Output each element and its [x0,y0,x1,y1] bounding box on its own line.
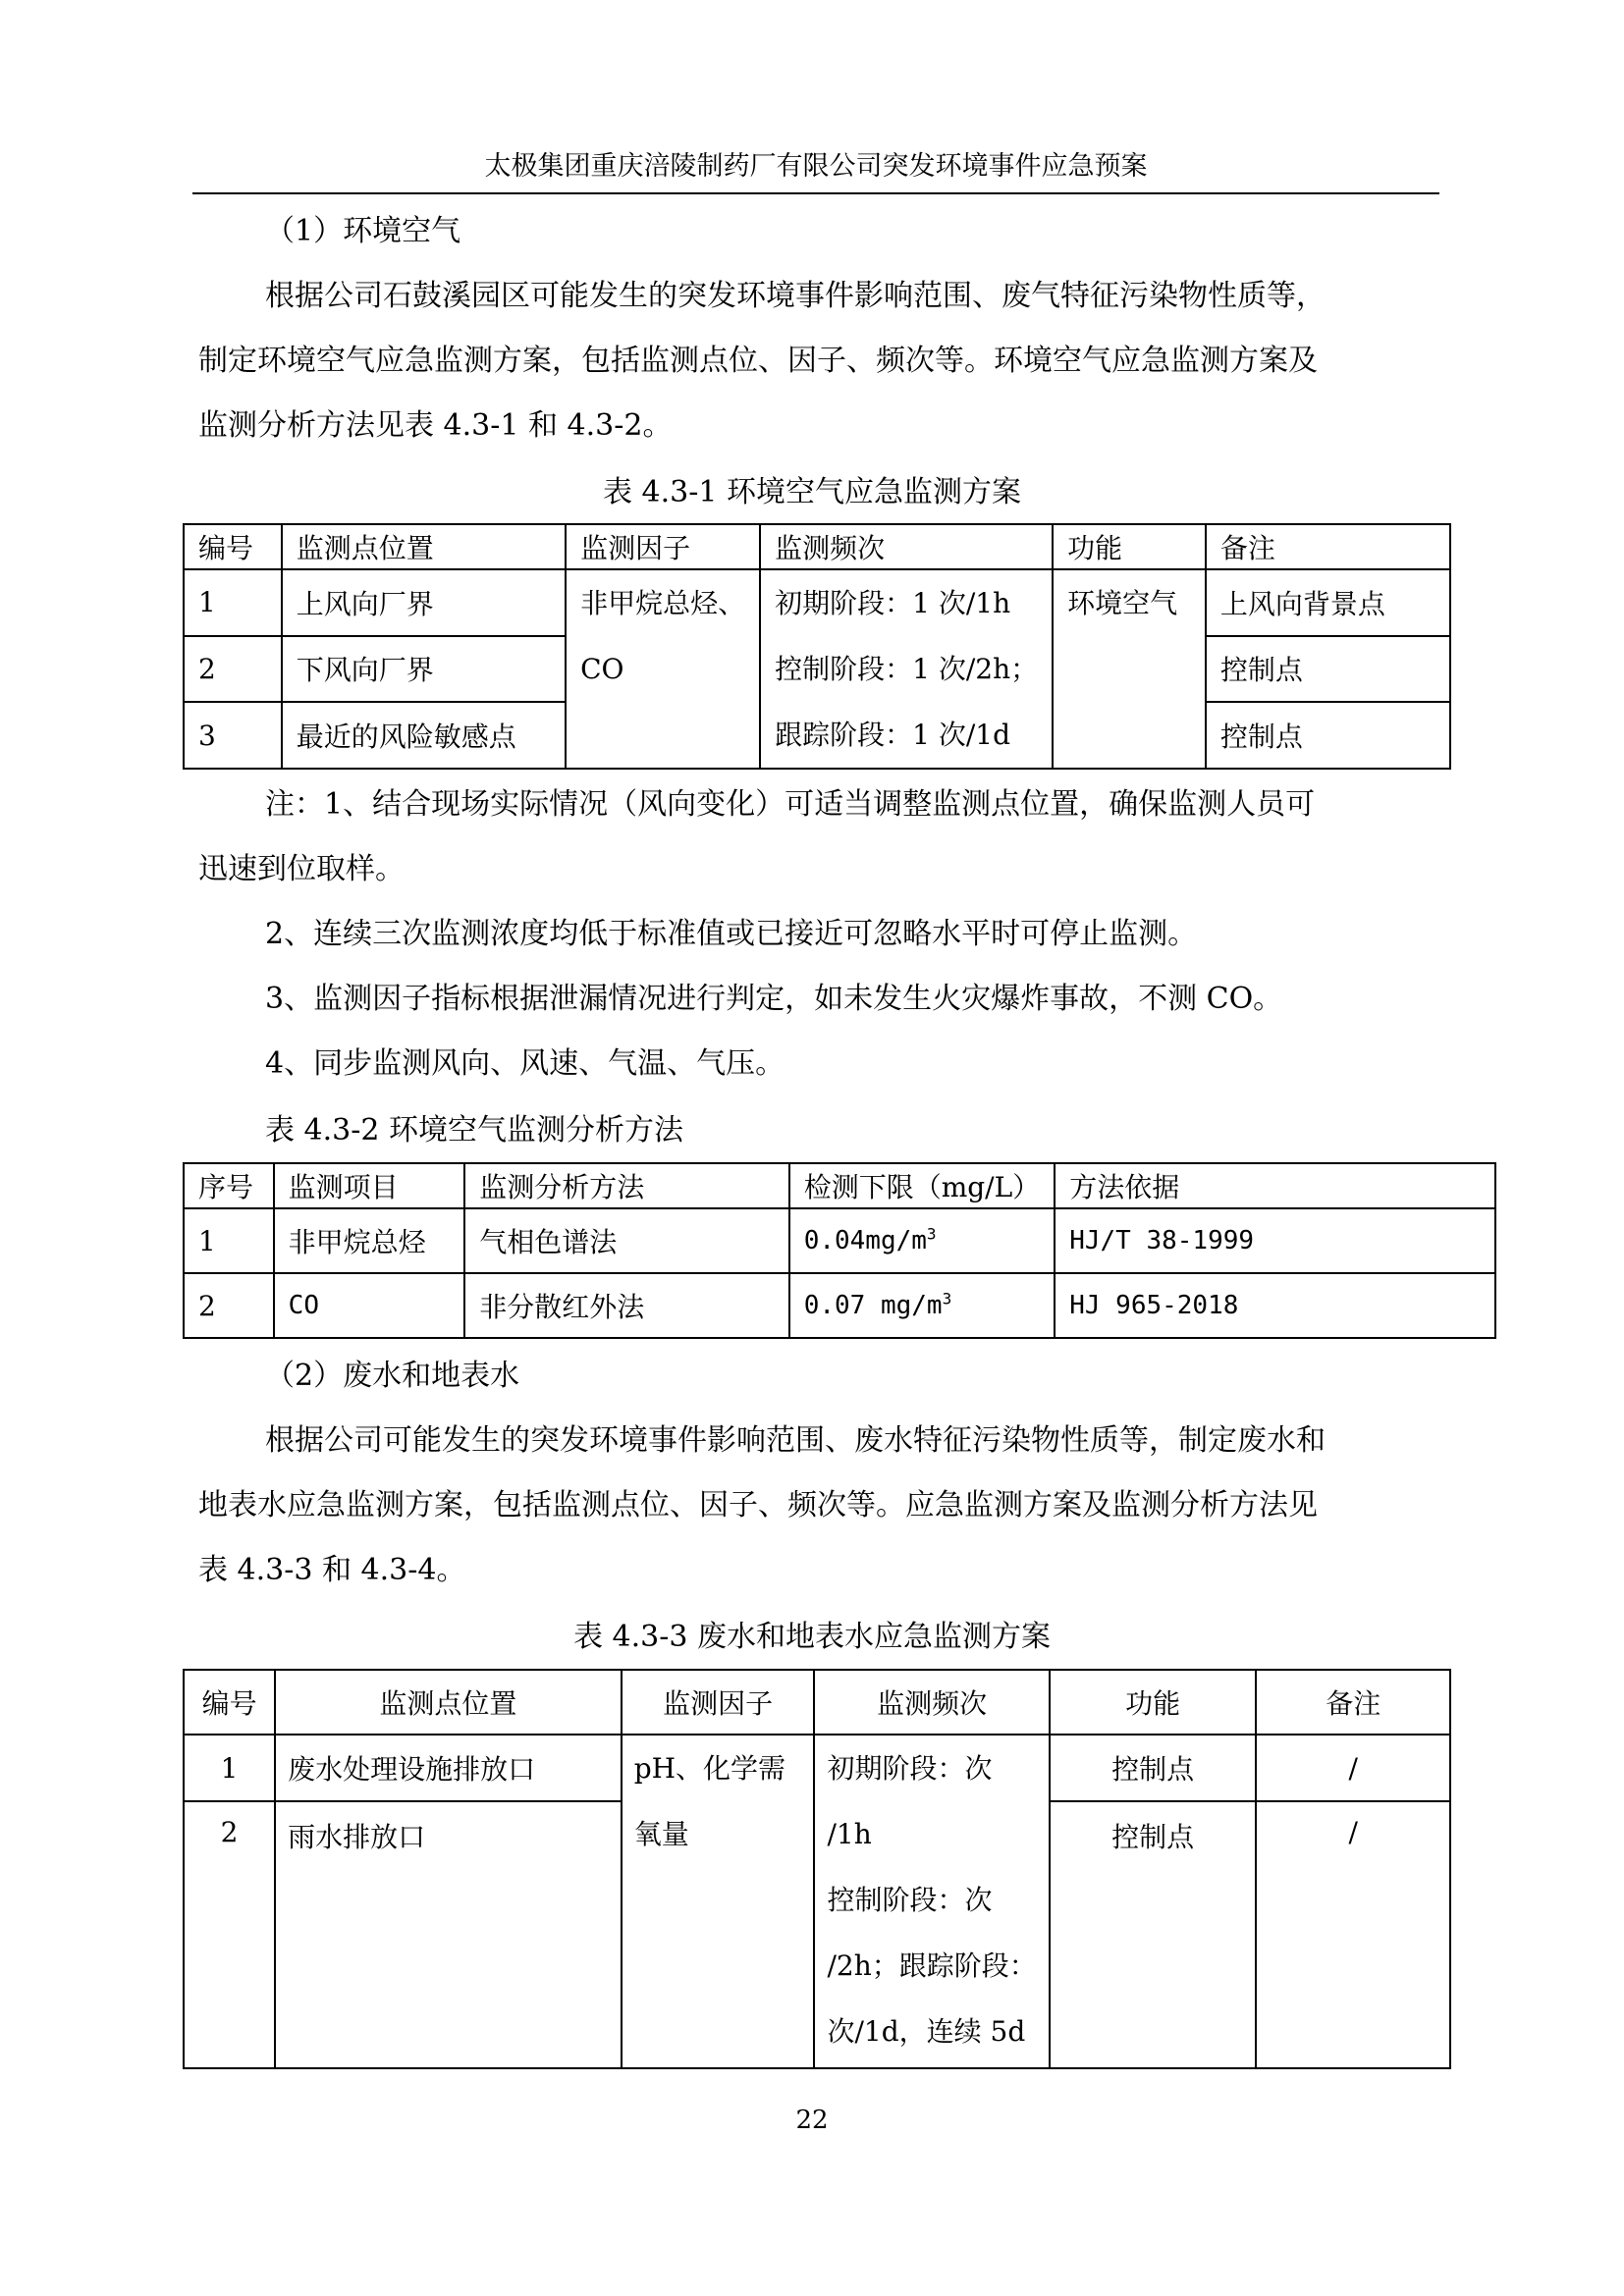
table-cell: 上风向厂界 [282,569,566,636]
table-cell: 2 [184,1273,274,1338]
table-header: 序号 [184,1163,274,1208]
header-rule [192,192,1439,194]
table-cell: 废水处理设施排放口 [275,1735,622,1801]
frequency-line: 次/1d，连续 5d [827,2015,1026,2048]
table-caption: 表 4.3-3 废水和地表水应急监测方案 [572,1620,1051,1654]
table-row [184,1735,1450,1801]
table-header: 监测分析方法 [464,1163,788,1208]
factor-line: pH、化学需 [633,1752,786,1785]
table-cell: 控制点 [1206,702,1450,769]
table-cell: HJ/T 38-1999 [1055,1208,1495,1273]
table-cell-frequency [760,569,1053,769]
table-cell-limit [789,1273,1056,1338]
table-cell: 非分散红外法 [464,1273,788,1338]
table-cell: HJ 965-2018 [1055,1273,1495,1338]
page-number: 22 [795,2106,829,2135]
factor-line: 氧量 [633,1818,689,1850]
table-cell: 下风向厂界 [282,636,566,703]
table-cell-function [1053,569,1206,769]
frequency-line: 控制阶段：次 [827,1884,993,1916]
paragraph-line: 制定环境空气应急监测方案，包括监测点位、因子、频次等。环境空气应急监测方案及 [198,344,1318,378]
paragraph-line: 根据公司可能发生的突发环境事件影响范围、废水特征污染物性质等，制定废水和 [265,1423,1326,1458]
table-header: 备注 [1206,524,1450,569]
table-header: 监测因子 [566,524,760,569]
limit-unit-exponent: 3 [926,1224,937,1244]
table-cell: 2 [184,1801,275,2068]
air-method-table [183,1162,1496,1339]
section-heading-water: （2）废水和地表水 [265,1359,520,1393]
table-header: 方法依据 [1055,1163,1495,1208]
frequency-line: 初期阶段：次 [827,1752,993,1785]
note-line: 2、连续三次监测浓度均低于标准值或已接近可忽略水平时可停止监测。 [265,917,1198,951]
table-row [184,1208,1495,1273]
limit-value: 0.04mg/m [803,1226,927,1255]
table-header: 监测因子 [622,1670,815,1735]
table-cell: / [1256,1735,1450,1801]
table-cell: 气相色谱法 [464,1208,788,1273]
paragraph-line: 监测分析方法见表 4.3-1 和 4.3-2。 [198,408,673,443]
factor-line: CO [580,653,624,685]
paragraph-line: 表 4.3-3 和 4.3-4。 [198,1553,466,1587]
table-row [184,569,1450,636]
table-cell: 控制点 [1050,1801,1257,2068]
frequency-line: 初期阶段：1 次/1h [775,587,1011,619]
table-cell: 最近的风险敏感点 [282,702,566,769]
table-cell-frequency [814,1735,1049,2068]
limit-unit-exponent: 3 [942,1289,952,1308]
table-caption: 表 4.3-1 环境空气应急监测方案 [602,475,1021,509]
table-cell-factor [622,1735,815,2068]
table-header: 备注 [1256,1670,1450,1735]
note-line: 3、监测因子指标根据泄漏情况进行判定，如未发生火灾爆炸事故，不测 CO。 [265,982,1283,1016]
frequency-line: 控制阶段：1 次/2h； [775,653,1039,685]
frequency-line: /2h；跟踪阶段： [827,1949,1037,1982]
note-line: 迅速到位取样。 [198,852,405,886]
frequency-line: 跟踪阶段：1 次/1d [775,719,1011,751]
table-header: 监测项目 [274,1163,465,1208]
table-header: 编号 [184,1670,275,1735]
table-cell: CO [274,1273,465,1338]
table-cell: 雨水排放口 [275,1801,622,2068]
table-cell: 3 [184,702,282,769]
note-line: 注：1、结合现场实际情况（风向变化）可适当调整监测点位置，确保监测人员可 [265,787,1316,822]
table-cell: 2 [184,636,282,703]
air-monitoring-table [183,523,1451,770]
note-line: 4、同步监测风向、风速、气温、气压。 [265,1046,785,1081]
table-header: 监测频次 [814,1670,1049,1735]
table-caption: 表 4.3-2 环境空气监测分析方法 [265,1113,684,1148]
factor-line: 非甲烷总烃、 [580,587,746,619]
section-heading-air: （1）环境空气 [265,214,461,248]
limit-value: 0.07 mg/m [803,1291,943,1320]
table-cell-factor [566,569,760,769]
table-row [184,1273,1495,1338]
table-cell: 非甲烷总烃 [274,1208,465,1273]
paragraph-line: 根据公司石鼓溪园区可能发生的突发环境事件影响范围、废气特征污染物性质等， [265,279,1326,313]
table-header: 功能 [1053,524,1206,569]
water-monitoring-table [183,1669,1451,2069]
table-header: 监测点位置 [275,1670,622,1735]
table-cell: 控制点 [1050,1735,1257,1801]
function-text: 环境空气 [1067,587,1178,619]
paragraph-line: 地表水应急监测方案，包括监测点位、因子、频次等。应急监测方案及监测分析方法见 [198,1488,1318,1522]
page-header: 太极集团重庆涪陵制药厂有限公司突发环境事件应急预案 [484,151,1148,182]
table-header: 监测点位置 [282,524,566,569]
frequency-line: /1h [827,1818,872,1850]
table-cell: / [1256,1801,1450,2068]
table-header: 编号 [184,524,282,569]
table-cell: 控制点 [1206,636,1450,703]
table-cell: 1 [184,569,282,636]
table-header: 检测下限（mg/L） [789,1163,1056,1208]
table-cell: 1 [184,1208,274,1273]
table-cell: 1 [184,1735,275,1801]
table-header: 监测频次 [760,524,1053,569]
table-header: 功能 [1050,1670,1257,1735]
table-cell: 上风向背景点 [1206,569,1450,636]
table-cell-limit [789,1208,1056,1273]
